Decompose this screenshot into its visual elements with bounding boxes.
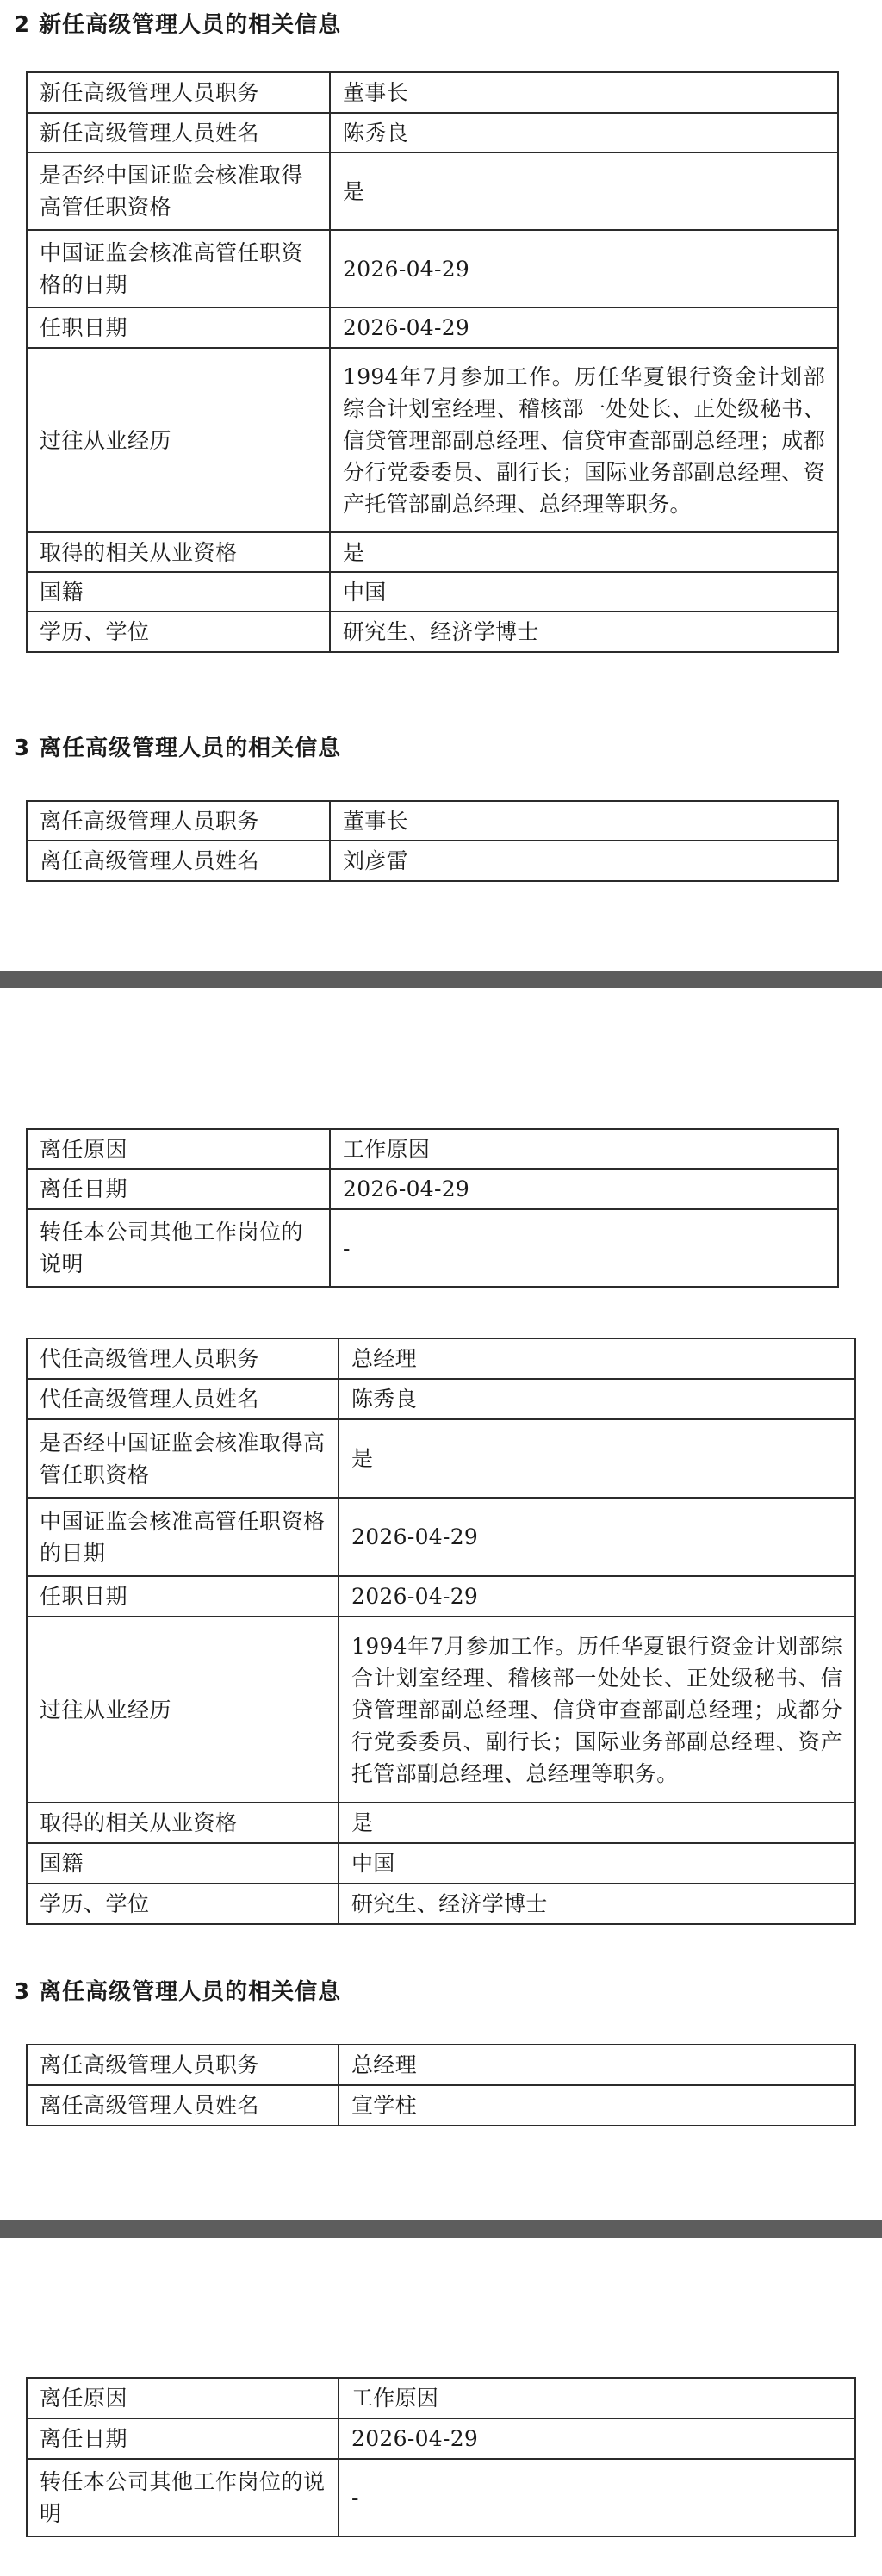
field-label: 代任高级管理人员职务 (27, 1338, 339, 1379)
table-row (27, 1338, 855, 1379)
field-value: 1994年7月参加工作。历任华夏银行资金计划部综合计划室经理、稽核部一处处长、正处级秘书、信贷管理部副总经理、信贷审查部副总经理；成都分行党委委员、副行长；国际业务部副总经理、资产托管部副总经理、总经理等职务。 (339, 1617, 855, 1803)
departing-executive-table (26, 2044, 856, 2126)
table-row (27, 1209, 838, 1287)
field-value: 中国 (339, 1843, 855, 1884)
table-row (27, 152, 838, 230)
field-label: 离任高级管理人员职务 (27, 801, 330, 841)
field-value: 2026-04-29 (339, 2418, 855, 2459)
field-value: 2026-04-29 (330, 1169, 838, 1209)
table-row (27, 1169, 838, 1209)
table-row (27, 841, 838, 881)
field-label: 中国证监会核准高管任职资格的日期 (27, 230, 330, 307)
table-row (27, 1843, 855, 1884)
table-row (27, 230, 838, 307)
table-row (27, 72, 838, 113)
field-label: 新任高级管理人员姓名 (27, 113, 330, 152)
field-value: 是 (339, 1803, 855, 1843)
field-value: 是 (330, 532, 838, 572)
field-label: 离任高级管理人员职务 (27, 2045, 339, 2085)
table-row (27, 1379, 855, 1419)
table-row (27, 2418, 855, 2459)
table-row (27, 572, 838, 611)
field-label: 国籍 (27, 572, 330, 611)
field-value: 是 (339, 1419, 855, 1498)
field-label: 离任原因 (27, 2378, 339, 2418)
table-row (27, 1884, 855, 1924)
field-value: 1994年7月参加工作。历任华夏银行资金计划部综合计划室经理、稽核部一处处长、正处级秘书、信贷管理部副总经理、信贷审查部副总经理；成都分行党委委员、副行长；国际业务部副总经理、资产托管部副总经理、总经理等职务。 (330, 348, 838, 532)
field-value: 2026-04-29 (339, 1576, 855, 1617)
field-label: 取得的相关从业资格 (27, 1803, 339, 1843)
field-label: 离任高级管理人员姓名 (27, 2085, 339, 2126)
field-value: 研究生、经济学博士 (330, 611, 838, 652)
section-heading-departing-executive: 3 离任高级管理人员的相关信息 (14, 736, 342, 761)
section-heading-departing-executive: 3 离任高级管理人员的相关信息 (14, 1979, 342, 2005)
section-heading-new-executive: 2 新任高级管理人员的相关信息 (14, 12, 342, 38)
acting-executive-table (26, 1338, 856, 1925)
field-label: 中国证监会核准高管任职资格的日期 (27, 1498, 339, 1576)
table-row (27, 1576, 855, 1617)
field-value: 研究生、经济学博士 (339, 1884, 855, 1924)
table-row (27, 532, 838, 572)
field-value: 工作原因 (330, 1129, 838, 1169)
table-row (27, 2378, 855, 2418)
table-row (27, 1129, 838, 1169)
table-row (27, 1617, 855, 1803)
field-label: 任职日期 (27, 1576, 339, 1617)
field-label: 任职日期 (27, 307, 330, 348)
field-label: 转任本公司其他工作岗位的说明 (27, 1209, 330, 1287)
field-value: 总经理 (339, 1338, 855, 1379)
field-value: 刘彦雷 (330, 841, 838, 881)
table-row (27, 1419, 855, 1498)
field-label: 转任本公司其他工作岗位的说明 (27, 2459, 339, 2536)
field-value: 陈秀良 (339, 1379, 855, 1419)
table-row (27, 611, 838, 652)
field-value: 中国 (330, 572, 838, 611)
table-row (27, 1803, 855, 1843)
field-label: 代任高级管理人员姓名 (27, 1379, 339, 1419)
field-label: 是否经中国证监会核准取得高管任职资格 (27, 1419, 339, 1498)
field-value: 2026-04-29 (330, 307, 838, 348)
field-value: 2026-04-29 (330, 230, 838, 307)
field-value: 宣学柱 (339, 2085, 855, 2126)
departure-reason-table (26, 2377, 856, 2537)
new-executive-table (26, 71, 839, 653)
field-label: 是否经中国证监会核准取得高管任职资格 (27, 152, 330, 230)
field-label: 过往从业经历 (27, 348, 330, 532)
field-value: 是 (330, 152, 838, 230)
field-label: 学历、学位 (27, 1884, 339, 1924)
field-label: 离任高级管理人员姓名 (27, 841, 330, 881)
departing-executive-table (26, 800, 839, 882)
field-label: 离任日期 (27, 2418, 339, 2459)
field-value: 2026-04-29 (339, 1498, 855, 1576)
table-row (27, 2085, 855, 2126)
field-label: 国籍 (27, 1843, 339, 1884)
field-value: 工作原因 (339, 2378, 855, 2418)
table-row (27, 2459, 855, 2536)
table-row (27, 113, 838, 152)
field-label: 学历、学位 (27, 611, 330, 652)
field-label: 取得的相关从业资格 (27, 532, 330, 572)
field-value: 总经理 (339, 2045, 855, 2085)
field-label: 离任日期 (27, 1169, 330, 1209)
field-value: - (339, 2459, 855, 2536)
field-value: 董事长 (330, 801, 838, 841)
table-row (27, 348, 838, 532)
departure-reason-table (26, 1128, 839, 1288)
field-label: 离任原因 (27, 1129, 330, 1169)
page-divider (0, 971, 882, 988)
table-row (27, 2045, 855, 2085)
page-divider (0, 2220, 882, 2238)
field-label: 过往从业经历 (27, 1617, 339, 1803)
field-value: - (330, 1209, 838, 1287)
field-value: 董事长 (330, 72, 838, 113)
field-value: 陈秀良 (330, 113, 838, 152)
table-row (27, 307, 838, 348)
field-label: 新任高级管理人员职务 (27, 72, 330, 113)
table-row (27, 1498, 855, 1576)
table-row (27, 801, 838, 841)
